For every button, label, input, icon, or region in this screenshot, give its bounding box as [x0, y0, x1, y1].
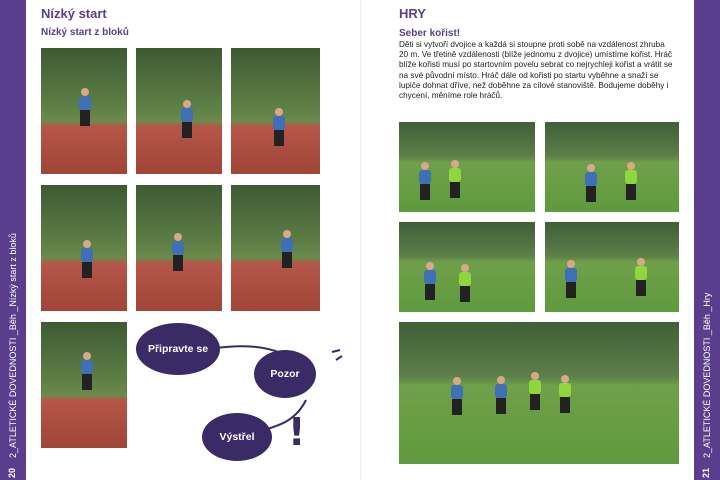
start-photo-4	[41, 185, 127, 311]
start-photo-5	[136, 185, 222, 311]
game-photo-1	[399, 122, 535, 212]
command-set-bubble: Pozor	[254, 350, 316, 398]
left-page	[26, 0, 360, 480]
right-page-title: HRY	[399, 6, 426, 21]
left-side-label: 2_ATLETICKÉ DOVEDNOSTI _Běh _Nízký start z bloků	[8, 233, 18, 458]
exclamation-mark: !	[288, 410, 306, 454]
command-go-bubble: Výstřel	[202, 413, 272, 461]
game-photo-2	[545, 122, 679, 212]
start-photo-1	[41, 48, 127, 174]
start-photo-3	[231, 48, 320, 174]
game-photo-4	[545, 222, 679, 312]
right-side-label: 2_ATLETICKÉ DOVEDNOSTI _Běh _Hry	[702, 292, 712, 458]
right-page	[360, 0, 694, 480]
start-photo-2	[136, 48, 222, 174]
game-description: Děti si vytvoří dvojice a každá si stoupne proti sobě na vzdálenost zhruba 20 m. Ve třetině vzdálenosti (blíže jednomu z dvojice) umístíme kořist. Hráč blíže kořisti musí po startovním povelu sebrat co nejrychleji kořist a vrátit se na své původní místo. Hráč dále od kořisti po startu vyběhne a snaží se lupiče dohnat dříve, než doběhne za cílové stanoviště. Bodujeme doběhy i chycení, měníme role hráčů.	[399, 40, 673, 101]
left-page-subtitle: Nízký start z bloků	[41, 27, 129, 38]
start-photo-6	[231, 185, 320, 311]
game-photo-3	[399, 222, 535, 312]
game-title: Seber kořist!	[399, 28, 461, 39]
command-ready-bubble: Připravte se	[136, 323, 220, 375]
right-side-strip	[694, 0, 720, 480]
game-photo-5	[399, 322, 679, 464]
start-photo-7	[41, 322, 127, 448]
right-page-number: 21	[701, 467, 711, 478]
left-page-title: Nízký start	[41, 6, 107, 21]
left-page-number: 20	[7, 467, 17, 478]
left-side-strip	[0, 0, 26, 480]
